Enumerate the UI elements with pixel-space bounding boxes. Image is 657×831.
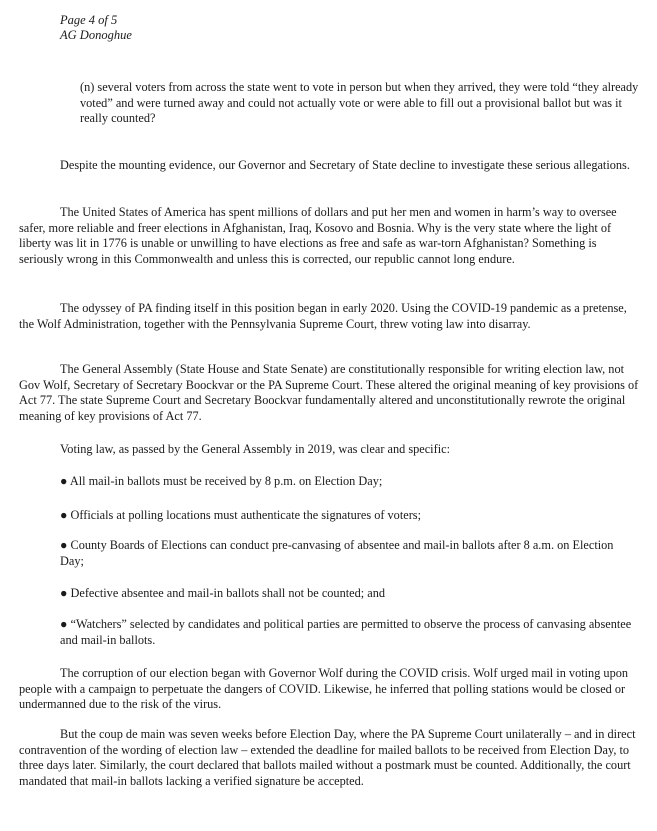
bullet-item: ● Defective absentee and mail-in ballots shall not be counted; and xyxy=(60,586,385,600)
list-item-n: (n) several voters from across the state went to vote in person but when they arrived, they were told “they already voted” and were turned away and could not actually vote or were able to fill out a provisional ballot but was it really counted? xyxy=(80,80,639,125)
paragraph-coup-de-main: But the coup de main was seven weeks before Election Day, where the PA Supreme Court unilaterally – and in direct contravention of the wording of election law – extended the deadline for mailed ballots to be received from Election Day, to three days later. Similarly, the court declared that ballots mailed without a postmark must be counted. Additionally, the court mandated that mail-in ballots lacking a verified signature be accepted. xyxy=(19,727,636,788)
paragraph-general-assembly: The General Assembly (State House and State Senate) are constitutionally responsible for writing election law, not Gov Wolf, Secretary of Secretary Boockvar or the PA Supreme Court. These altered the original meaning of key provisions of Act 77. The state Supreme Court and Secretary Boockvar fundamentally altered and unconstitutionally rewrote the original meaning of key provisions of Act 77. xyxy=(19,362,639,423)
page-header xyxy=(60,13,132,43)
bullet-item: ● County Boards of Elections can conduct pre-canvasing of absentee and mail-in ballots after 8 a.m. on Election Day; xyxy=(60,538,614,568)
recipient-name: AG Donoghue xyxy=(60,28,132,42)
paragraph-odyssey: The odyssey of PA finding itself in this position began in early 2020. Using the COVID-19 pandemic as a pretense, the Wolf Administration, together with the Pennsylvania Supreme Court, threw voting law into disarray. xyxy=(19,301,627,331)
paragraph-corruption: The corruption of our election began with Governor Wolf during the COVID crisis. Wolf urged mail in voting upon people with a campaign to perpetuate the dangers of COVID. Likewise, he inferred that polling stations would be closed or undermanned due to the risk of the virus. xyxy=(19,666,629,711)
bullet-item: ● All mail-in ballots must be received by 8 p.m. on Election Day; xyxy=(60,474,383,488)
paragraph-voting-law: Voting law, as passed by the General Assembly in 2019, was clear and specific: xyxy=(60,442,450,456)
bullet-item: ● Officials at polling locations must authenticate the signatures of voters; xyxy=(60,508,421,522)
paragraph-usa-elections: The United States of America has spent millions of dollars and put her men and women in harm’s way to oversee safer, more reliable and freer elections in Afghanistan, Iraq, Kosovo and Bosnia. Why is the very state where the light of liberty was lit in 1776 is unable or unwilling to have elections as free and safe as war-torn Afghanistan? Something is seriously wrong in this Commonwealth and unless this is corrected, our republic cannot long endure. xyxy=(19,205,617,266)
bullet-item: ● “Watchers” selected by candidates and political parties are permitted to observe the process of canvasing absentee and mail-in ballots. xyxy=(60,617,632,647)
page-number: Page 4 of 5 xyxy=(60,13,118,27)
paragraph-evidence: Despite the mounting evidence, our Governor and Secretary of State decline to investigate these serious allegations. xyxy=(60,158,630,172)
